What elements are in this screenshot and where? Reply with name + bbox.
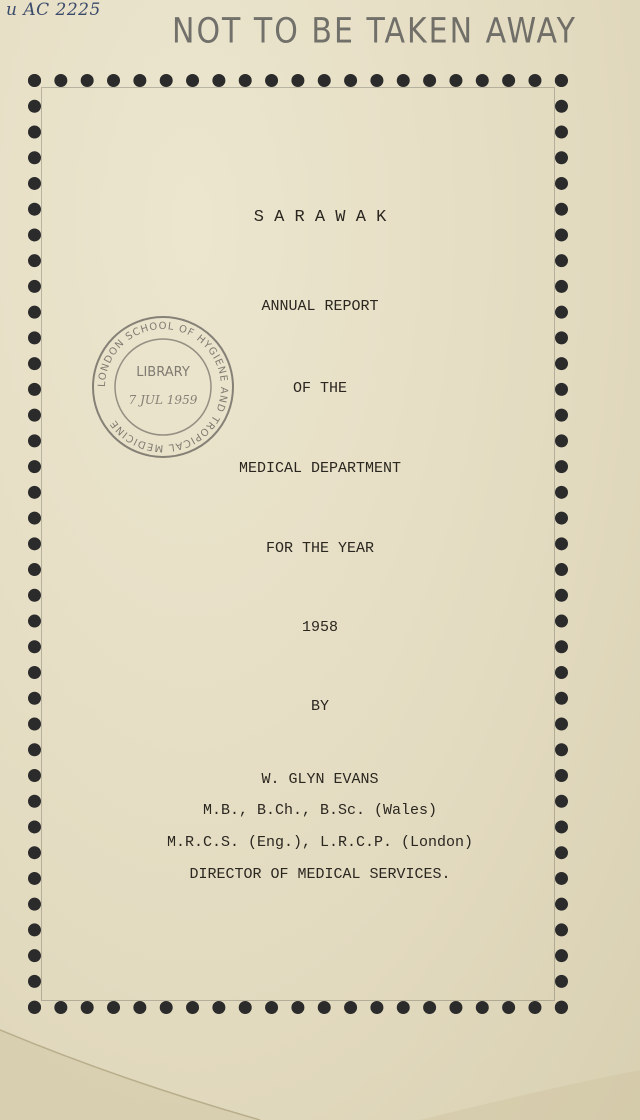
not-to-be-taken-away-stamp: NOT TO BE TAKEN AWAY [172, 11, 578, 52]
handwritten-reference: u AC 2225 [6, 0, 101, 20]
author-qualifications-1: M.B., B.Ch., B.Sc. (Wales) [202, 802, 438, 819]
country-title: S A R A W A K [253, 208, 387, 227]
author-position: DIRECTOR OF MEDICAL SERVICES. [189, 866, 451, 883]
paper-fold-shadow [0, 1010, 640, 1120]
of-the-text: OF THE [292, 380, 347, 397]
author-qualifications-2: M.R.C.S. (Eng.), L.R.C.P. (London) [166, 834, 474, 851]
author-name: W. GLYN EVANS [261, 771, 379, 788]
seal-ring-text: LONDON SCHOOL OF HYGIENE AND TROPICAL MEDICINE [96, 320, 230, 454]
library-seal-stamp [88, 312, 238, 462]
department-title: MEDICAL DEPARTMENT [238, 460, 402, 477]
svg-text:LONDON SCHOOL OF HYGIENE AND T [97, 321, 229, 453]
for-the-year-text: FOR THE YEAR [265, 540, 375, 557]
report-title: ANNUAL REPORT [261, 298, 379, 315]
seal-center-text: LIBRARY [136, 365, 190, 380]
by-text: BY [310, 698, 329, 715]
seal-date: 7 JUL 1959 [128, 393, 198, 407]
report-year: 1958 [301, 619, 338, 636]
